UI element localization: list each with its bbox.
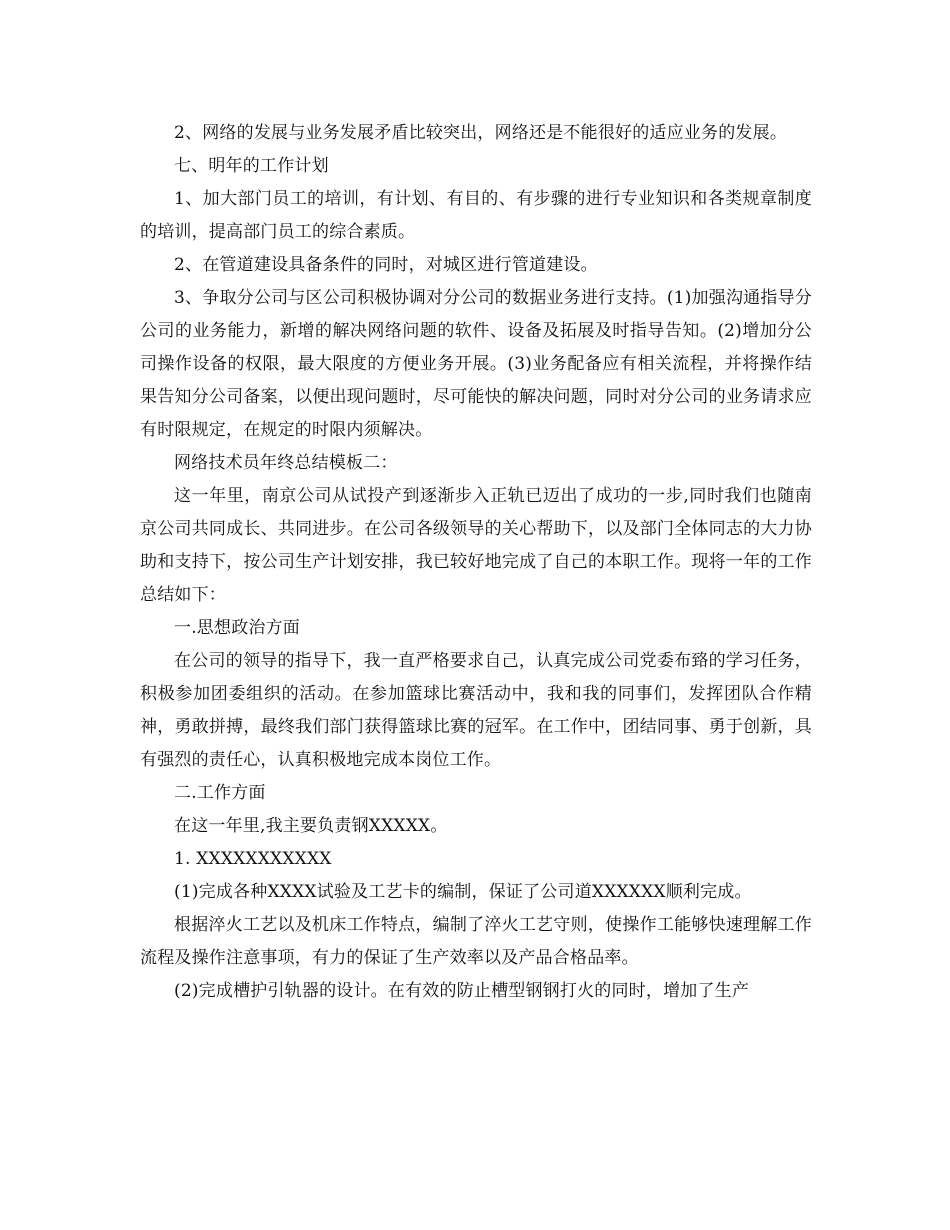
paragraph-item-1: (1)完成各种XXXX试验及工艺卡的编制，保证了公司道XXXXXX顺利完成。	[174, 882, 752, 902]
paragraph-plan-training: 1、加大部门员工的培训，有计划、有目的、有步骤的进行专业知识和各类规章制度的培训，提高部门员工的综合素质。	[140, 189, 812, 242]
heading-next-year-plan: 七、明年的工作计划	[174, 156, 329, 176]
paragraph-plan-pipeline: 2、在管道建设具备条件的同时，对城区进行管道建设。	[174, 255, 598, 275]
document-body	[140, 117, 812, 1008]
heading-template-two: 网络技术员年终总结模板二：	[174, 453, 398, 473]
paragraph-political: 在公司的领导的指导下，我一直严格要求自己，认真完成公司党委布臵的学习任务，积极参加团委组织的活动。在参加篮球比赛活动中，我和我的同事们，发挥团队合作精神，勇敢拼搏，最终我们部门获得篮球比赛的冠军。在工作中，团结同事、勇于创新，具有强烈的责任心，认真积极地完成本岗位工作。	[140, 651, 812, 770]
paragraph-intro: 这一年里，南京公司从试投产到逐渐步入正轨已迈出了成功的一步,同时我们也随南京公司共同成长、共同进步。在公司各级领导的关心帮助下，以及部门全体同志的大力协助和支持下，按公司生产计划安排，我已较好地完成了自己的本职工作。现将一年的工作总结如下：	[140, 486, 812, 605]
item-one-heading: 1. XXXXXXXXXXX	[174, 849, 332, 869]
paragraph-network-conflict: 2、网络的发展与业务发展矛盾比较突出，网络还是不能很好的适应业务的发展。	[174, 123, 788, 143]
paragraph-quenching: 根据淬火工艺以及机床工作特点，编制了淬火工艺守则，使操作工能够快速理解工作流程及操作注意事项，有力的保证了生产效率以及产品合格品率。	[140, 915, 812, 968]
heading-work: 二.工作方面	[174, 783, 266, 803]
paragraph-plan-support: 3、争取分公司与区公司积极协调对分公司的数据业务进行支持。(1)加强沟通指导分公司的业务能力，新增的解决网络问题的软件、设备及拓展及时指导告知。(2)增加分公司操作设备的权限，最大限度的方便业务开展。(3)业务配备应有相关流程，并将操作结果告知分公司备案，以便出现问题时，尽可能快的解决问题，同时对分公司的业务请求应有时限规定，在规定的时限内须解决。	[140, 288, 812, 440]
paragraph-item-2: (2)完成槽护引轨器的设计。在有效的防止槽型钢钢打火的同时，增加了生产	[174, 981, 750, 1001]
paragraph-responsibility: 在这一年里,我主要负责钢XXXXX。	[174, 816, 448, 836]
heading-political: 一.思想政治方面	[174, 618, 301, 638]
